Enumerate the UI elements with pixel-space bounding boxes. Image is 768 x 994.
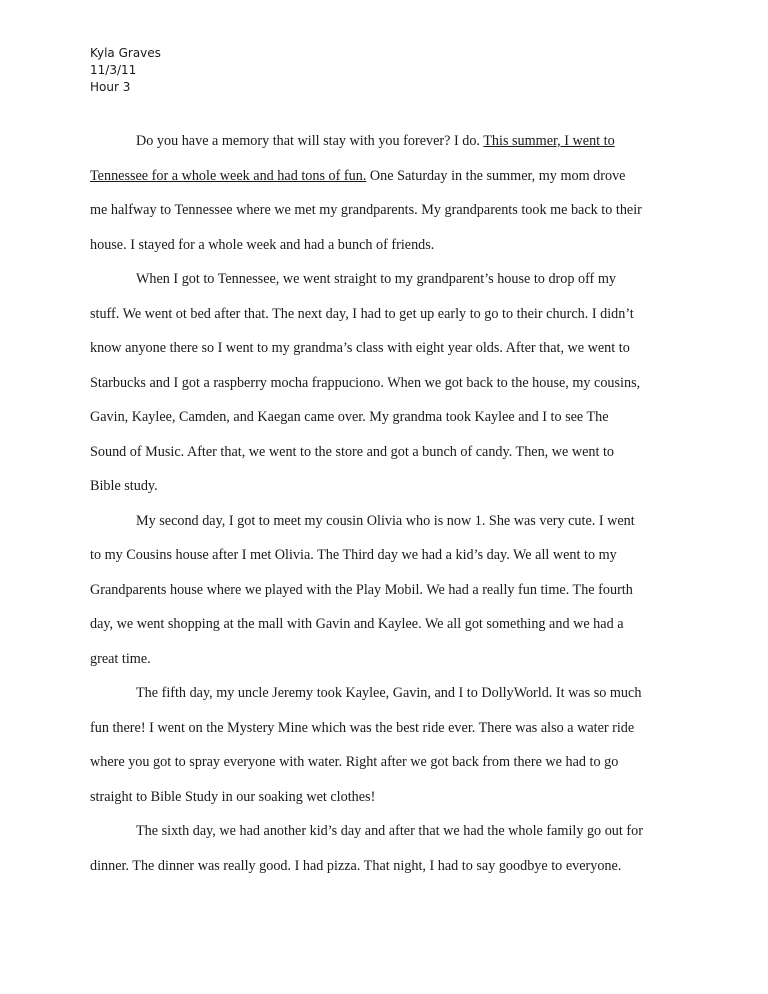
text-segment: to my Cousins house after I met Olivia. The Third day we had a kid’s day. We all went to my <box>90 547 617 563</box>
class-hour: Hour 3 <box>90 80 131 94</box>
text-segment: house. I stayed for a whole week and had a bunch of friends. <box>90 236 435 253</box>
essay-line <box>90 262 690 297</box>
text-segment: dinner. The dinner was really good. I had pizza. That night, I had to say goodbye to everyone. <box>90 857 622 874</box>
document-date: 11/3/11 <box>90 63 137 77</box>
text-segment: Grandparents house where we played with the Play Mobil. We had a really fun time. The fourth <box>90 581 633 598</box>
underlined-text: This summer, I went to <box>483 133 615 149</box>
essay-line <box>90 159 690 194</box>
essay-line <box>90 745 690 780</box>
text-segment: stuff. We went ot bed after that. The next day, I had to get up early to go to their church. I didn’t <box>90 305 634 322</box>
essay-line <box>90 400 690 435</box>
essay-line <box>90 573 690 608</box>
essay-line <box>90 711 690 746</box>
text-segment: One Saturday in the summer, my mom drove <box>366 167 626 184</box>
text-segment: great time. <box>90 650 151 667</box>
underlined-text: Tennessee for a whole week and had tons of fun. <box>90 167 367 184</box>
text-segment: Bible study. <box>90 478 158 494</box>
text-segment: day, we went shopping at the mall with Gavin and Kaylee. We all got something and we had a <box>90 616 624 632</box>
text-segment: My second day, I got to meet my cousin Olivia who is now 1. She was very cute. I went <box>136 512 635 529</box>
text-segment: fun there! I went on the Mystery Mine which was the best ride ever. There was also a water ride <box>90 719 635 736</box>
document-header <box>90 45 161 96</box>
text-segment: Gavin, Kaylee, Camden, and Kaegan came over. My grandma took Kaylee and I to see The <box>90 409 609 425</box>
essay-line <box>90 193 690 228</box>
text-segment: Starbucks and I got a raspberry mocha frappuciono. When we got back to the house, my cousins, <box>90 374 641 391</box>
essay-line <box>90 331 690 366</box>
essay-line <box>90 538 690 573</box>
essay-line <box>90 228 690 263</box>
text-segment: The sixth day, we had another kid’s day and after that we had the whole family go out for <box>136 823 643 839</box>
essay-line <box>90 849 690 884</box>
essay-line <box>90 642 690 677</box>
text-segment: The fifth day, my uncle Jeremy took Kaylee, Gavin, and I to DollyWorld. It was so much <box>136 685 642 701</box>
text-segment: know anyone there so I went to my grandma’s class with eight year olds. After that, we went to <box>90 340 630 356</box>
essay-line <box>90 435 690 470</box>
essay-body <box>90 124 690 883</box>
essay-line <box>90 814 690 849</box>
text-segment: Sound of Music. After that, we went to the store and got a bunch of candy. Then, we went to <box>90 443 615 460</box>
text-segment: straight to Bible Study in our soaking wet clothes! <box>90 788 376 805</box>
text-segment: Do you have a memory that will stay with you forever? I do. <box>136 133 484 149</box>
essay-line <box>90 676 690 711</box>
essay-line <box>90 504 690 539</box>
essay-line <box>90 366 690 401</box>
essay-line <box>90 297 690 332</box>
author-name: Kyla Graves <box>90 46 161 60</box>
essay-line <box>90 780 690 815</box>
text-segment: me halfway to Tennessee where we met my grandparents. My grandparents took me back to their <box>90 202 642 218</box>
text-segment: When I got to Tennessee, we went straight to my grandparent’s house to drop off my <box>136 271 616 287</box>
essay-line <box>90 469 690 504</box>
essay-line <box>90 607 690 642</box>
text-segment: where you got to spray everyone with water. Right after we got back from there we had to go <box>90 754 619 770</box>
essay-line <box>90 124 690 159</box>
